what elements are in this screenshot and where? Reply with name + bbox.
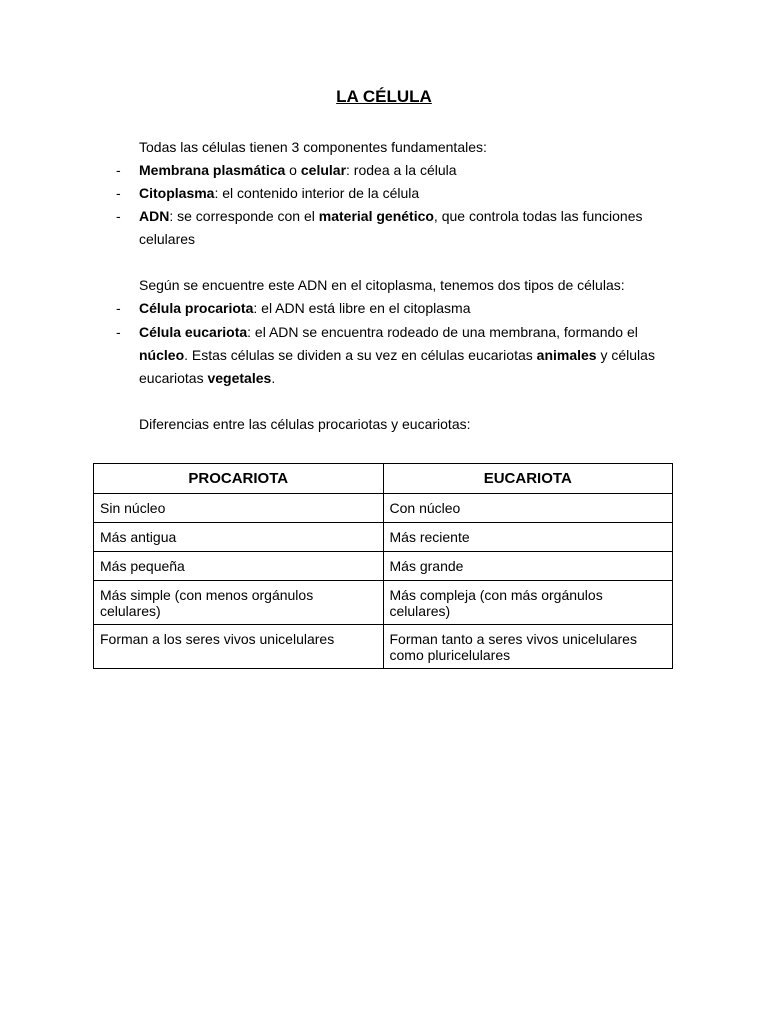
list-item-citoplasma [139, 182, 664, 205]
bullet-marker: - [116, 185, 121, 201]
table-cell: Más reciente [383, 523, 673, 552]
term: Membrana plasmática [139, 162, 286, 178]
text: : el ADN está libre en el citoplasma [253, 300, 471, 316]
term: celular [300, 162, 347, 178]
term: Célula procariota [139, 300, 254, 316]
page-title: LA CÉLULA [336, 87, 432, 106]
intro-paragraph-cell-types: Según se encuentre este ADN en el citoplasma, tenemos dos tipos de células: [139, 277, 625, 293]
list-item-eucariota [139, 321, 664, 390]
table-cell: Más antigua [94, 523, 384, 552]
term: animales [536, 347, 597, 363]
table-cell: Sin núcleo [94, 494, 384, 523]
table-cell: Forman a los seres vivos unicelulares [94, 625, 384, 669]
term: ADN [139, 208, 170, 224]
table-row [94, 494, 673, 523]
table-row [94, 581, 673, 625]
table-row [94, 625, 673, 669]
table-cell: Más simple (con menos orgánulos celulares) [94, 581, 384, 625]
list-item-membrana [139, 159, 664, 182]
term: vegetales [207, 370, 272, 386]
list-item-procariota [139, 297, 664, 320]
bullet-marker: - [116, 208, 121, 224]
intro-paragraph-components: Todas las células tienen 3 componentes fundamentales: [139, 139, 487, 155]
term: Citoplasma [139, 185, 215, 201]
bullet-marker: - [116, 162, 121, 178]
table-cell: Forman tanto a seres vivos unicelulares como pluricelulares [383, 625, 673, 669]
text: : el contenido interior de la célula [214, 185, 420, 201]
bullet-marker: - [116, 300, 121, 316]
comparison-table [93, 463, 673, 669]
column-header-procariota: PROCARIOTA [94, 464, 384, 494]
text: . Estas células se dividen a su vez en células eucariotas [184, 347, 537, 363]
table-cell: Con núcleo [383, 494, 673, 523]
term: Célula eucariota [139, 324, 248, 340]
term: material genético [318, 208, 434, 224]
text: , que controla todas las funciones celulares [139, 208, 643, 247]
text: : se corresponde con el [169, 208, 319, 224]
bullet-marker: - [116, 324, 121, 340]
table-row [94, 552, 673, 581]
list-item-adn [139, 205, 664, 251]
column-header-eucariota: EUCARIOTA [383, 464, 673, 494]
table-cell: Más grande [383, 552, 673, 581]
text: : el ADN se encuentra rodeado de una membrana, formando el [247, 324, 638, 340]
table-cell: Más compleja (con más orgánulos celulares) [383, 581, 673, 625]
term: núcleo [139, 347, 185, 363]
table-cell: Más pequeña [94, 552, 384, 581]
table-header-row [94, 464, 673, 494]
text: . [271, 370, 276, 386]
intro-paragraph-differences: Diferencias entre las células procariotas y eucariotas: [139, 416, 471, 432]
table-row [94, 523, 673, 552]
text: o [285, 162, 301, 178]
text: y células eucariotas [139, 347, 655, 386]
text: : rodea a la célula [346, 162, 457, 178]
